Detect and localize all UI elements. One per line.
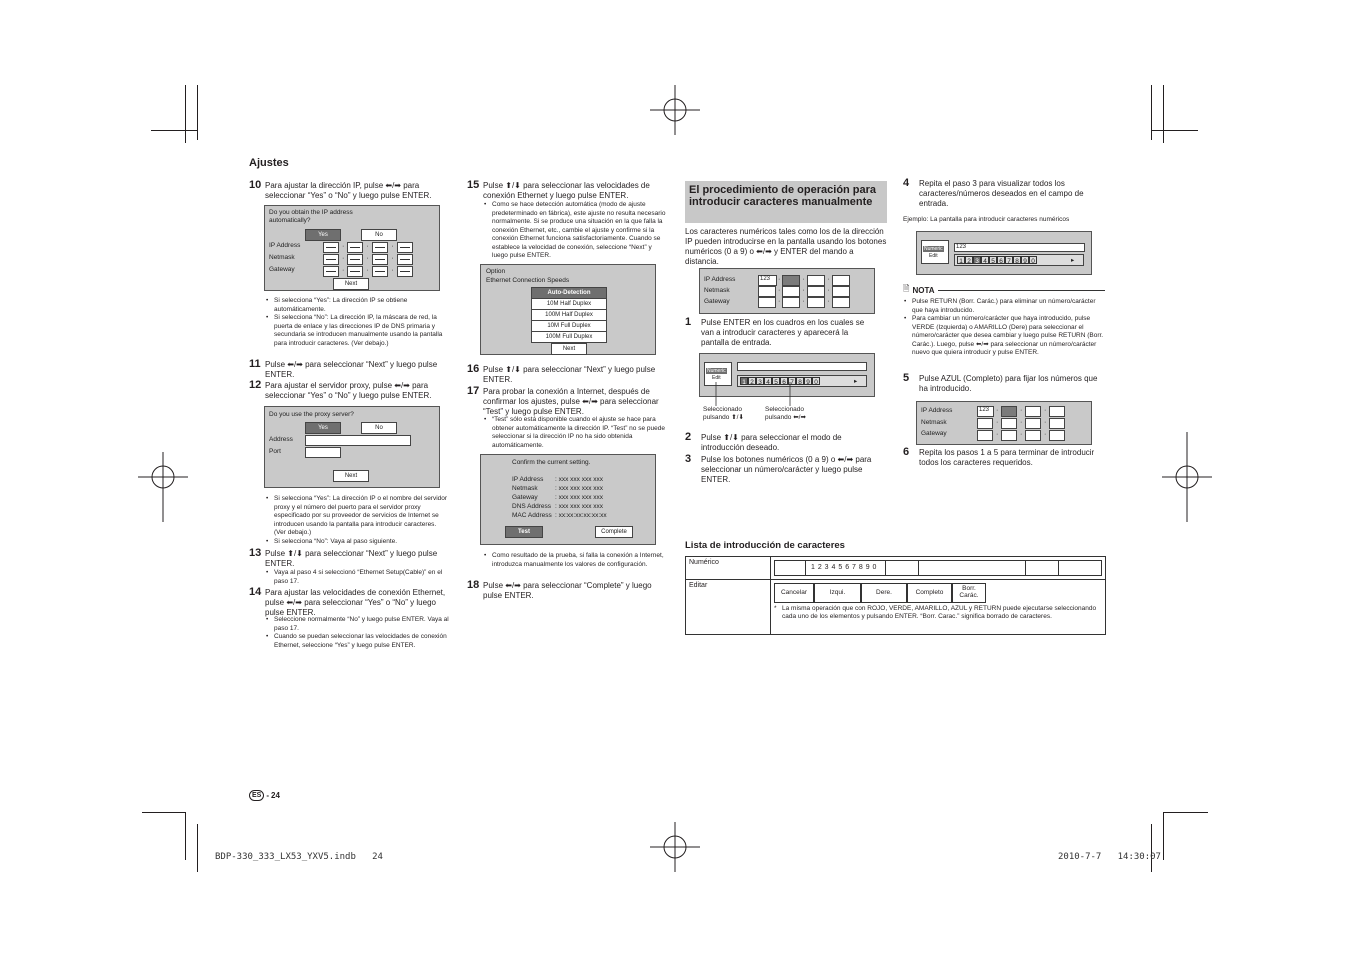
next-button[interactable]: Next xyxy=(551,343,587,355)
ip-field[interactable] xyxy=(323,242,339,253)
netmask-field[interactable] xyxy=(782,286,800,297)
note-item: • Pulse RETURN (Borr. Carác.) para eliminar un número/carácter que haya introducido. xyxy=(903,298,1105,315)
step-12 xyxy=(249,381,449,401)
right-arrow-icon: ▸ xyxy=(854,378,858,385)
digit-key[interactable]: 8 xyxy=(1013,256,1021,264)
step-text: Pulse ENTER en los cuadros en los cuales se van a introducir caracteres y aparecerá la pantalla de entrada. xyxy=(701,318,865,347)
digit-key[interactable]: 0 xyxy=(1029,256,1037,264)
footer-date: 2010-7-7 14:30:07 xyxy=(1058,852,1161,862)
separator-dot: · xyxy=(802,298,805,305)
separator-dot: · xyxy=(802,276,805,283)
speed-option-auto[interactable]: Auto-Detection xyxy=(531,287,607,299)
netmask-field[interactable] xyxy=(977,418,993,429)
separator-dot: · xyxy=(391,243,394,250)
netmask-field[interactable] xyxy=(758,286,776,297)
crop-mark xyxy=(1164,812,1208,813)
edit-key-complete: Completo xyxy=(907,583,952,603)
mode-edit[interactable]: Edit xyxy=(929,253,938,259)
crop-mark xyxy=(142,812,186,813)
separator-dot: · xyxy=(778,276,781,283)
crop-mark xyxy=(151,130,197,131)
step-number: 3 xyxy=(685,453,692,465)
speed-option-10m-half[interactable]: 10M Half Duplex xyxy=(531,298,607,310)
step-text: Pulse ⬆/⬇ para seleccionar las velocidades de conexión Ethernet y luego pulse ENTER. xyxy=(483,181,650,200)
separator-dot: · xyxy=(342,243,345,250)
gateway-label: Gateway xyxy=(704,298,730,305)
netmask-label: Netmask xyxy=(704,287,730,294)
step-number: 6 xyxy=(903,446,910,458)
step-number: 4 xyxy=(903,177,910,189)
edit-note: * La misma operación que con ROJO, VERDE, AMARILLO, AZUL y RETURN puede ejecutarse seleccionando cada uno de los elementos y pulsando ENTER. “Borr. Carac.” significa borrado de caracteres. xyxy=(774,605,1097,620)
crop-mark xyxy=(185,85,186,143)
note-item: • Para cambiar un número/carácter que haya introducido, pulse VERDE (Izquierda) o AMARILLO (Dere) para seleccionar el número/carácter que desea cambiar y luego pulse RETURN (Borr. Carác.). Luego, pulse ⬅/➡ para seleccionar un número/carácter nuevo que quiera introducir y pulse ENTER. xyxy=(903,315,1105,358)
confirm-key: Gateway xyxy=(512,494,538,501)
ip-setting-screen xyxy=(264,205,440,291)
netmask-field[interactable] xyxy=(807,286,825,297)
gateway-field[interactable] xyxy=(397,266,413,277)
step-18 xyxy=(467,581,667,601)
step-text: Para ajustar las velocidades de conexión Ethernet, pulse ⬅/➡ para seleccionar “Yes” o “No” y luego pulse ENTER. xyxy=(265,588,446,617)
confirm-setting-screen xyxy=(480,454,656,545)
screen-title: Ethernet Connection Speeds xyxy=(486,277,570,284)
step-text: Pulse ⬆/⬇ para seleccionar el modo de introducción deseado. xyxy=(701,433,842,452)
ip-address-label: IP Address xyxy=(921,407,953,414)
screen-title: Do you obtain the IP address automatically? xyxy=(269,209,353,224)
note-title: NOTA xyxy=(912,285,935,295)
speed-option-100m-full[interactable]: 100M Full Duplex xyxy=(531,331,607,343)
step-text: Pulse los botones numéricos (0 a 9) o ⬅/➡ para seleccionar un número/carácter y luego pulse ENTER. xyxy=(701,455,872,484)
step-17-notes xyxy=(483,416,667,450)
ip-field[interactable] xyxy=(807,275,825,286)
digit-key[interactable]: 6 xyxy=(780,377,788,385)
mode-edit[interactable]: Edit xyxy=(712,375,721,381)
section-title: Ajustes xyxy=(249,157,289,169)
netmask-field[interactable] xyxy=(1025,418,1041,429)
address-label: Address xyxy=(269,436,293,443)
port-field[interactable] xyxy=(305,447,341,458)
netmask-field[interactable] xyxy=(347,254,363,265)
edit-key-cancel: Cancelar xyxy=(774,583,814,603)
step-number: 16 xyxy=(467,363,480,375)
digit-key[interactable]: 9 xyxy=(1021,256,1029,264)
address-field[interactable] xyxy=(305,435,411,446)
confirm-key: IP Address xyxy=(512,476,544,483)
page-number: 24 xyxy=(271,791,280,800)
edit-label-cell: Editar xyxy=(686,580,771,635)
separator-dot: · xyxy=(827,276,830,283)
manual-step-5 xyxy=(903,374,1103,394)
crop-mark xyxy=(197,85,198,140)
separator-dot: · xyxy=(778,298,781,305)
example-caption: Ejemplo: La pantalla para introducir caracteres numéricos xyxy=(903,216,1070,223)
digit-key[interactable]: 5 xyxy=(772,377,780,385)
ip-field[interactable] xyxy=(372,242,388,253)
step-10-notes xyxy=(265,297,449,348)
screen-title: Confirm the current setting. xyxy=(512,459,591,466)
note-item: • Si selecciona “No”: La dirección IP, la máscara de red, la puerta de enlace y las direcciones IP de DNS primaria y secundaria se introducen manualmente usando la pantalla para introducir caracteres. (Ver debajo.) xyxy=(265,314,449,348)
edit-key-delete: Borr. Carác. xyxy=(952,583,986,603)
edit-value-cell xyxy=(771,580,1106,635)
ip-input-screen xyxy=(699,268,875,314)
step-17 xyxy=(467,387,667,417)
ip-complete-screen xyxy=(916,401,1092,445)
digit-key[interactable]: 4 xyxy=(764,377,772,385)
edit-note-text: La misma operación que con ROJO, VERDE, AMARILLO, AZUL y RETURN puede ejecutarse seleccionando cada uno de los elementos y pulsando ENTER. “Borr. Carac.” significa borrado de caracteres. xyxy=(782,605,1097,620)
no-button[interactable]: No xyxy=(361,422,397,434)
step-number: 14 xyxy=(249,586,262,598)
edit-keys xyxy=(774,583,1102,603)
separator-dot: · xyxy=(1020,419,1023,426)
step-15-notes xyxy=(483,201,667,261)
gateway-field[interactable] xyxy=(323,266,339,277)
note-item: • Como resultado de la prueba, si falla la conexión a Internet, introduzca manualmente los valores de configuración. xyxy=(483,552,667,569)
note-item: • Cuando se puedan seleccionar las velocidades de conexión Ethernet, seleccione “Yes” y luego pulse ENTER. xyxy=(265,633,449,650)
callout-leftright: Seleccionado pulsando ⬅/➡ xyxy=(765,406,806,421)
proxy-setting-screen xyxy=(264,406,440,488)
step-number: 11 xyxy=(249,358,261,370)
separator-dot: · xyxy=(366,243,369,250)
netmask-field[interactable] xyxy=(1001,418,1017,429)
separator-dot: · xyxy=(366,267,369,274)
confirm-value: : xx:xx:xx:xx:xx:xx xyxy=(555,512,607,519)
ip-field[interactable]: 123 xyxy=(977,406,994,417)
separator-dot: · xyxy=(366,255,369,262)
separator-dot: · xyxy=(996,431,999,438)
ethernet-speed-screen xyxy=(480,264,656,355)
step-number: 2 xyxy=(685,431,692,443)
port-label: Port xyxy=(269,448,281,455)
crop-mark xyxy=(1151,824,1152,872)
separator-dot: · xyxy=(1020,407,1023,414)
step-text: Pulse ⬆/⬇ para seleccionar “Next” y luego pulse ENTER. xyxy=(265,549,438,568)
no-button[interactable]: No xyxy=(361,229,397,241)
gateway-label: Gateway xyxy=(269,266,295,273)
separator-dot: · xyxy=(342,267,345,274)
step-number: 17 xyxy=(467,385,480,397)
crop-mark xyxy=(1163,812,1164,860)
page-number-block xyxy=(249,790,280,801)
yes-button[interactable]: Yes xyxy=(305,422,341,434)
gateway-field[interactable] xyxy=(758,297,776,308)
step-number: 12 xyxy=(249,379,262,391)
ip-field[interactable] xyxy=(397,242,413,253)
speed-option-100m-half[interactable]: 100M Half Duplex xyxy=(531,309,607,321)
confirm-value: : xxx xxx xxx xxx xyxy=(555,476,604,483)
digit-key[interactable]: 4 xyxy=(981,256,989,264)
ip-field[interactable]: 123 xyxy=(758,275,777,286)
note-section xyxy=(903,283,1105,358)
digit-key[interactable]: 7 xyxy=(1005,256,1013,264)
digit-key[interactable]: 2 xyxy=(965,256,973,264)
ip-address-label: IP Address xyxy=(269,242,301,249)
digit-key[interactable]: 0 xyxy=(812,377,820,385)
step-14-notes xyxy=(265,616,449,650)
confirm-key: Netmask xyxy=(512,485,538,492)
ip-field[interactable] xyxy=(1001,406,1017,417)
step-text: Pulse AZUL (Completo) para fijar los números que ha introducido. xyxy=(919,374,1098,393)
separator-dot: · xyxy=(342,255,345,262)
step-number: 18 xyxy=(467,579,480,591)
step-text: Para probar la conexión a Internet, después de confirmar los ajustes, pulse ⬅/➡ para seleccionar “Test” y luego pulse ENTER. xyxy=(483,387,659,416)
gateway-field[interactable] xyxy=(782,297,800,308)
char-list-title: Lista de introducción de caracteres xyxy=(685,540,845,551)
separator-dot: · xyxy=(996,419,999,426)
netmask-field[interactable] xyxy=(372,254,388,265)
digit-key[interactable]: 7 xyxy=(788,377,796,385)
confirm-value: : xxx xxx xxx xxx xyxy=(555,494,604,501)
digit-key[interactable]: 2 xyxy=(748,377,756,385)
note-item: • Como se hace detección automática (modo de ajuste predeterminado en fábrica), este ajuste no resulta necesario normalmente. Si se produce una situación en la que falla la conexión Ethernet, etc., cambie el ajuste y confirme si la conexión Ethernet funciona satisfactoriamente. Cuando se establece la velocidad de conexión, seleccione “Next” y luego pulse ENTER. xyxy=(483,201,667,261)
separator-dot: · xyxy=(391,255,394,262)
step-10 xyxy=(249,181,449,201)
right-arrow-icon: ▸ xyxy=(1071,257,1075,264)
complete-button[interactable]: Complete xyxy=(595,526,633,538)
screen-title: Do you use the proxy server? xyxy=(269,411,354,418)
step-14 xyxy=(249,588,449,618)
registration-mark-right xyxy=(1162,432,1212,522)
mode-numeric[interactable]: Numeric xyxy=(707,368,726,374)
option-label: Option xyxy=(486,268,506,275)
separator-dot: · xyxy=(1020,431,1023,438)
step-number: 15 xyxy=(467,179,480,191)
input-field[interactable] xyxy=(737,362,867,371)
note-item: • Si selecciona “Yes”: La dirección IP o el nombre del servidor proxy y el número del puerto para el servidor proxy especificado por su proveedor de servicios de Internet se introducen usando la pantalla para introducir caracteres. (Ver debajo.) xyxy=(265,495,449,538)
gateway-field[interactable] xyxy=(347,266,363,277)
separator-dot: · xyxy=(391,267,394,274)
manual-step-4 xyxy=(903,179,1103,209)
confirm-key: MAC Address xyxy=(512,512,552,519)
note-item: • Seleccione normalmente “No” y luego pulse ENTER. Vaya al paso 17. xyxy=(265,616,449,633)
next-button[interactable]: Next xyxy=(333,470,369,482)
table-row xyxy=(686,580,1106,635)
edit-key-left: Izqui. xyxy=(814,583,861,603)
crop-mark xyxy=(197,824,198,872)
netmask-field[interactable] xyxy=(832,286,850,297)
gateway-label: Gateway xyxy=(921,430,947,437)
note-icon: 🗎 xyxy=(903,284,910,293)
ip-field[interactable] xyxy=(782,275,800,286)
step-number: 13 xyxy=(249,547,262,559)
digit-key[interactable]: 9 xyxy=(804,377,812,385)
manual-step-6 xyxy=(903,448,1103,468)
step-text: Pulse ⬆/⬇ para seleccionar “Next” y luego pulse ENTER. xyxy=(483,365,656,384)
step-number: 1 xyxy=(685,316,692,328)
ip-field[interactable] xyxy=(832,275,850,286)
netmask-field[interactable] xyxy=(397,254,413,265)
step-text: Para ajustar la dirección IP, pulse ⬅/➡ para seleccionar “Yes” o “No” y luego pulse ENTER. xyxy=(265,181,432,200)
note-list xyxy=(903,298,1105,358)
numeric-digits: 1 2 3 4 5 6 7 8 9 0 xyxy=(811,564,877,571)
gateway-field[interactable] xyxy=(1025,430,1041,441)
speed-option-10m-full[interactable]: 10M Full Duplex xyxy=(531,320,607,332)
registration-mark-bottom xyxy=(650,822,700,872)
ip-field[interactable] xyxy=(1049,406,1065,417)
manual-step-2 xyxy=(685,433,875,453)
digit-key[interactable]: 5 xyxy=(989,256,997,264)
crop-mark xyxy=(185,812,186,860)
language-badge: ES xyxy=(249,790,264,801)
gateway-field[interactable] xyxy=(977,430,993,441)
gateway-field[interactable] xyxy=(807,297,825,308)
note-item: • Si selecciona “No”: Vaya al paso siguiente. xyxy=(265,538,449,547)
note-item: • Vaya al paso 4 si seleccionó “Ethernet Setup(Cable)” en el paso 17. xyxy=(265,569,449,586)
ip-field[interactable] xyxy=(1025,406,1041,417)
digit-key[interactable]: 1 xyxy=(957,256,965,264)
separator-dot: · xyxy=(1044,431,1047,438)
step-text: Pulse ⬅/➡ para seleccionar “Complete” y luego pulse ENTER. xyxy=(483,581,652,600)
next-button[interactable]: Next xyxy=(333,278,369,290)
digit-key[interactable]: 3 xyxy=(973,256,981,264)
step-13 xyxy=(249,549,449,569)
crop-mark xyxy=(1151,85,1152,140)
step-17-after-notes xyxy=(483,552,667,569)
callout-updown: Seleccionado pulsando ⬆/⬇ xyxy=(703,406,744,421)
ip-field[interactable] xyxy=(347,242,363,253)
gateway-field[interactable] xyxy=(832,297,850,308)
mode-selector[interactable] xyxy=(921,240,949,264)
note-item: • Si selecciona “Yes”: La dirección IP se obtiene automáticamente. xyxy=(265,297,449,314)
note-rule xyxy=(938,290,1105,291)
netmask-field[interactable] xyxy=(323,254,339,265)
step-text: Repita el paso 3 para visualizar todos los caracteres/números deseados en el campo de entrada. xyxy=(919,179,1084,208)
crop-mark xyxy=(1152,130,1198,131)
numeric-label-cell: Numérico xyxy=(686,557,771,580)
separator-dot: · xyxy=(827,298,830,305)
digit-key[interactable]: 3 xyxy=(756,377,764,385)
gateway-field[interactable] xyxy=(1001,430,1017,441)
step-number: 5 xyxy=(903,372,910,384)
manual-step-1 xyxy=(685,318,875,348)
yes-button[interactable]: Yes xyxy=(305,229,341,241)
step-number: 10 xyxy=(249,179,262,191)
netmask-label: Netmask xyxy=(921,419,947,426)
step-text: Para ajustar el servidor proxy, pulse ⬅/➡ para seleccionar “Yes” o “No” y luego pulse ENTER. xyxy=(265,381,432,400)
heading-text: El procedimiento de operación para introducir caracteres manualmente xyxy=(689,184,877,208)
separator-dot: · xyxy=(827,287,830,294)
confirm-key: DNS Address xyxy=(512,503,552,510)
gateway-field[interactable] xyxy=(1049,430,1065,441)
separator-dot: · xyxy=(1044,407,1047,414)
registration-mark-top xyxy=(650,85,700,135)
gateway-field[interactable] xyxy=(372,266,388,277)
netmask-field[interactable] xyxy=(1049,418,1065,429)
mode-numeric[interactable]: Numeric xyxy=(924,246,943,252)
example-input-screen xyxy=(916,231,1092,275)
input-field[interactable]: 123 xyxy=(954,243,1085,252)
char-list-table xyxy=(685,556,1106,635)
table-row xyxy=(686,557,1106,580)
step-13-notes xyxy=(265,569,449,586)
footer-file: BDP-330_333_LX53_YXV5.indb 24 xyxy=(215,852,383,862)
separator-dot: · xyxy=(1044,419,1047,426)
step-12-notes xyxy=(265,495,449,546)
confirm-value: : xxx xxx xxx xxx xyxy=(555,503,604,510)
manual-step-3 xyxy=(685,455,875,485)
manual-input-heading xyxy=(685,181,887,223)
page-dash: - xyxy=(266,791,270,800)
digit-key[interactable]: 8 xyxy=(796,377,804,385)
edit-key-right: Dere. xyxy=(861,583,907,603)
digit-keys xyxy=(957,256,1037,264)
digit-key[interactable]: 6 xyxy=(997,256,1005,264)
separator-dot: · xyxy=(778,287,781,294)
step-16 xyxy=(467,365,667,385)
step-text: Pulse ⬅/➡ para seleccionar “Next” y luego pulse ENTER. xyxy=(265,360,438,379)
manual-intro: Los caracteres numéricos tales como los de la dirección IP pueden introducirse en la pantalla usando los botones numéricos (0 a 9) o ⬅/➡ y ENTER del mando a distancia. xyxy=(685,227,887,266)
ip-address-label: IP Address xyxy=(704,276,736,283)
test-button[interactable]: Test xyxy=(505,526,543,538)
numeric-value-cell xyxy=(771,557,1106,580)
confirm-value: : xxx xxx xxx xxx xyxy=(555,485,604,492)
step-15 xyxy=(467,181,667,201)
crop-mark xyxy=(1163,85,1164,143)
step-11 xyxy=(249,360,449,380)
separator-dot: · xyxy=(996,407,999,414)
netmask-label: Netmask xyxy=(269,254,295,261)
note-item: • “Test” sólo está disponible cuando el ajuste se hace para obtener automáticamente la dirección IP. “Test” no se puede seleccionar si la dirección IP no ha sido obtenida automáticamente. xyxy=(483,416,667,450)
registration-mark-left xyxy=(138,452,188,522)
separator-dot: · xyxy=(802,287,805,294)
step-text: Repita los pasos 1 a 5 para terminar de introducir todos los caracteres requeridos. xyxy=(919,448,1095,467)
digit-key[interactable]: 1 xyxy=(740,377,748,385)
